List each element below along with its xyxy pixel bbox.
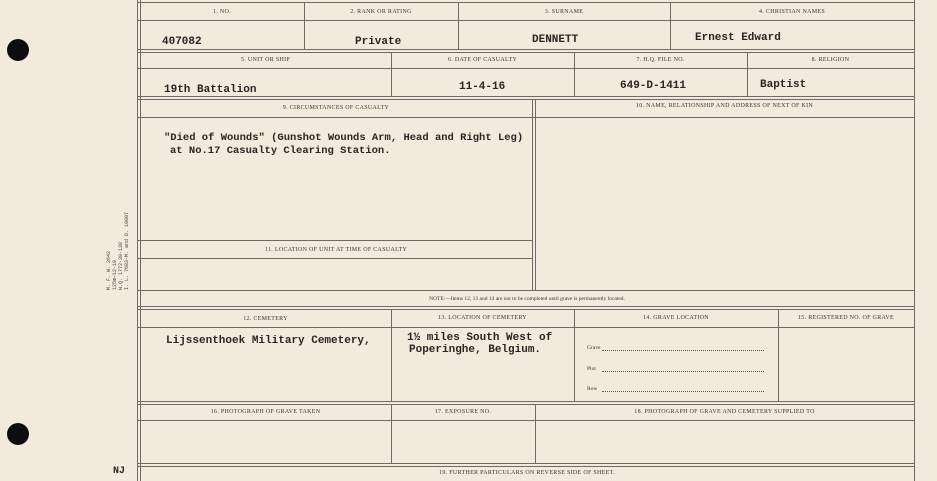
f4-label: 4. CHRISTIAN NAMES	[759, 9, 825, 15]
f2-label: 2. RANK OR RATING	[350, 9, 412, 15]
f5-label: 5. UNIT OR SHIP	[240, 57, 291, 63]
f7-label: 7. H.Q. FILE NO.	[636, 57, 685, 63]
f9-value-line2: at No.17 Casualty Clearing Station.	[170, 145, 391, 157]
f19-label: 19. FURTHER PARTICULARS ON REVERSE SIDE OF SHEET.	[439, 470, 615, 476]
f8-value: Baptist	[760, 79, 807, 91]
f13-value-line2: Poperinghe, Belgium.	[409, 344, 542, 356]
f6-value: 11-4-16	[459, 81, 506, 93]
form-code: M. F. W. 2642 125m—12-19 H.Q. 1772-39-138 I. L. 7683-M. and D. 10007	[106, 211, 130, 290]
f14-label: 14. GRAVE LOCATION	[643, 315, 709, 321]
f3-label: 3. SURNAME	[544, 9, 584, 15]
f9-value-line1: "Died of Wounds" (Gunshot Wounds Arm, Head and Right Leg)	[164, 132, 524, 144]
initials: NJ	[113, 466, 126, 477]
punch-hole-top	[7, 39, 29, 61]
f17-label: 17. EXPOSURE NO.	[434, 409, 492, 415]
f12-label: 12. CEMETERY	[243, 316, 288, 322]
row-label: Row	[587, 386, 598, 392]
f10-label: 10. NAME, RELATIONSHIP AND ADDRESS OF NEXT OF KIN	[635, 103, 814, 109]
f15-label: 15. REGISTERED NO. OF GRAVE	[798, 315, 894, 321]
f5-value: 19th Battalion	[164, 84, 257, 96]
f18-label: 18. PHOTOGRAPH OF GRAVE AND CEMETERY SUPPLIED TO	[634, 409, 815, 415]
f6-label: 6. DATE OF CASUALTY	[447, 57, 518, 63]
f2-value: Private	[355, 36, 402, 48]
f13-label: 13. LOCATION OF CEMETERY	[438, 315, 527, 321]
f13-value-line1: 1½ miles South West of	[407, 332, 553, 344]
f4-value: Ernest Edward	[695, 32, 781, 44]
f16-label: 16. PHOTOGRAPH OF GRAVE TAKEN	[210, 409, 321, 415]
f12-value: Lijssenthoek Military Cemetery,	[166, 335, 371, 347]
f9-label: 9. CIRCUMSTANCES OF CASUALTY	[282, 105, 390, 111]
note: NOTE:—Items 12, 13 and 14 are not to be completed until grave is permanently located.	[429, 296, 625, 302]
f1-label: 1. NO.	[213, 9, 231, 15]
f1-value: 407082	[162, 36, 202, 48]
grave-label: Grave	[587, 345, 601, 351]
punch-hole-bottom	[7, 423, 29, 445]
f8-label: 8. RELIGION	[811, 57, 850, 63]
f7-value: 649-D-1411	[620, 80, 687, 92]
f11-label: 11. LOCATION OF UNIT AT TIME OF CASUALTY	[264, 247, 408, 253]
plot-label: Plot	[587, 366, 596, 372]
f3-value: DENNETT	[532, 34, 579, 46]
